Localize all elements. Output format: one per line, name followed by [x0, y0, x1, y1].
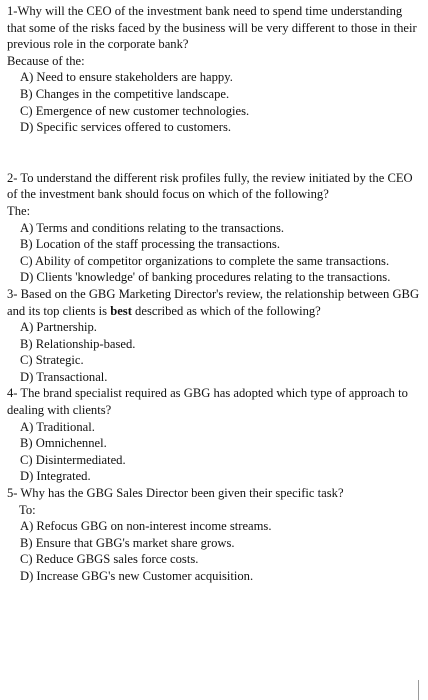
- question-1-stem: 1-Why will the CEO of the investment bank need to spend time understanding that some of the risks faced by the business will be very different to those in their previous role in the corporate bank?: [7, 4, 417, 52]
- question-2-lead: The:: [7, 203, 31, 218]
- option-1b: B) Changes in the competitive landscape.: [20, 86, 230, 101]
- option-3b: B) Relationship-based.: [20, 336, 136, 351]
- option-4d: D) Integrated.: [20, 469, 91, 484]
- question-3-stem-emphasis: best: [110, 303, 132, 318]
- option-3c: C) Strategic.: [20, 353, 84, 368]
- question-4-options: [7, 419, 421, 485]
- option-2a: A) Terms and conditions relating to the transactions.: [20, 220, 284, 235]
- option-2d: D) Clients 'knowledge' of banking procedures relating to the transactions.: [20, 270, 391, 285]
- question-5-lead: To:: [19, 502, 36, 517]
- question-3-options: [7, 319, 421, 385]
- question-2: [7, 170, 421, 286]
- question-2-options: [7, 220, 421, 286]
- option-5c: C) Reduce GBGS sales force costs.: [20, 552, 199, 567]
- spacer: [7, 136, 421, 170]
- question-5-stem: 5- Why has the GBG Sales Director been given their specific task?: [7, 486, 344, 501]
- option-5b: B) Ensure that GBG's market share grows.: [20, 535, 235, 550]
- option-3d: D) Transactional.: [20, 369, 108, 384]
- question-5: [7, 485, 421, 585]
- option-1a: A) Need to ensure stakeholders are happy.: [20, 70, 233, 85]
- question-1: [7, 3, 421, 136]
- option-1c: C) Emergence of new customer technologies.: [20, 103, 250, 118]
- option-3a: A) Partnership.: [20, 320, 97, 335]
- question-3-stem-end: described as which of the following?: [131, 303, 321, 318]
- question-3: [7, 286, 421, 386]
- question-1-options: [7, 69, 421, 135]
- option-4c: C) Disintermediated.: [20, 452, 126, 467]
- question-4-stem: 4- The brand specialist required as GBG has adopted which type of approach to dealing with clients?: [7, 386, 408, 418]
- option-4b: B) Omnichennel.: [20, 436, 107, 451]
- option-5a: A) Refocus GBG on non-interest income streams.: [20, 519, 272, 534]
- question-2-stem: 2- To understand the different risk profiles fully, the review initiated by the CEO of the investment bank should focus on which of the following?: [7, 170, 413, 202]
- question-3-stem-start: 3- Based on the GBG Marketing Director's review, the relationship between GBG and its top clients is: [7, 286, 420, 318]
- question-document: [7, 3, 421, 585]
- option-4a: A) Traditional.: [20, 419, 95, 434]
- question-4: [7, 385, 421, 485]
- option-5d: D) Increase GBG's new Customer acquisition.: [20, 569, 254, 583]
- option-1d: D) Specific services offered to customers.: [20, 120, 231, 135]
- option-2b: B) Location of the staff processing the transactions.: [20, 237, 280, 252]
- question-5-options: [7, 518, 421, 584]
- question-1-lead: Because of the:: [7, 53, 85, 68]
- scroll-edge-marker: [418, 680, 419, 700]
- question-3-stem: [7, 286, 421, 319]
- option-2c: C) Ability of competitor organizations to complete the same transactions.: [20, 253, 390, 268]
